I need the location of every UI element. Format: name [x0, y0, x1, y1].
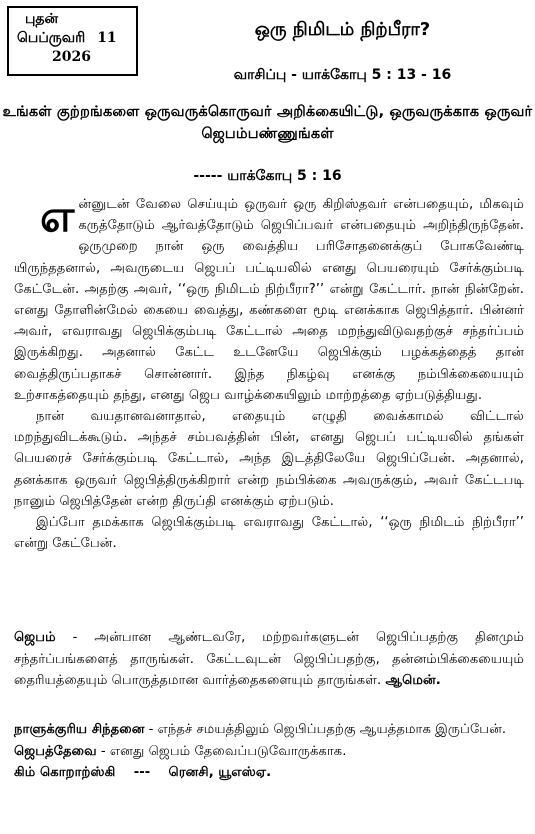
- need-text: - எனது ஜெபம் தேவைப்படுவோருக்காக.: [96, 743, 347, 759]
- date-year: 2026: [52, 49, 91, 65]
- date-day: புதன்: [25, 11, 59, 27]
- page-title: ஒரு நிமிடம் நிற்பீரா?: [254, 19, 431, 40]
- prayer-section: [14, 627, 524, 692]
- prayer-text: - அன்பான ஆண்டவரே, மற்றவர்களுடன் ஜெபிப்பதற்கு தினமும் சந்தர்ப்பங்களைத் தாருங்கள். கேட்டவுடன் ஜெபிப்பதற்கு, தன்னம்பிக்கையையும் தைரியத்தையும் பொருத்தமான வார்த்தைகளையும் தாருங்கள்.: [14, 630, 524, 688]
- paragraph-1: [14, 191, 524, 406]
- date-month-row: [17, 29, 136, 48]
- paragraph-2: நான் வயதானவனாதால், எதையும் எழுதி வைக்காமல் விட்டால் மறந்துவிடக்கூடும். அந்தச் சம்பவத்தின் பின், எனது ஜெபப் பட்டியலில் தங்கள் பெயரைச் சேர்க்கும்படி கேட்டால், அந்த இடத்திலேயே ஜெபிப்பேன். அதனால், தனக்காக ஒருவர் ஜெபித்திருக்கிறார் என்ற நம்பிக்கை அவருக்கும், அவர் கேட்டபடி நானும் ஜெபித்தேன் என்ற திருப்தி எனக்கும் ஏற்படும்.: [14, 409, 524, 509]
- key-verse: உங்கள் குற்றங்களை ஒருவருக்கொருவர் அறிக்கையிட்டு, ஒருவருக்காக ஒருவர் ஜெபம்பண்ணுங்கள்: [2, 104, 533, 142]
- footer-section: [14, 719, 524, 784]
- scripture-reading: வாசிப்பு - யாக்கோபு 5 : 13 - 16: [233, 67, 452, 83]
- prayer-amen: ஆமென்.: [385, 673, 441, 688]
- need-line: [14, 741, 524, 763]
- need-label: ஜெபத்தேவை: [14, 743, 97, 759]
- thought-text: - எந்தச் சமயத்திலும் ஜெபிப்பதற்கு ஆயத்தமாக இருப்பேன்.: [144, 722, 507, 737]
- drop-cap: எ: [40, 191, 75, 242]
- date-box: [7, 6, 138, 76]
- date-daynum: 11: [97, 30, 117, 46]
- thought-line: [14, 719, 524, 741]
- paragraph-1-text: ன்னுடன் வேலை செய்யும் ஒருவர் ஒரு கிறிஸ்தவர் என்பதையும், மிகவும் கருத்தோடும் ஆர்வத்தோடும் ஜெபிப்பவர் என்பதையும் அறிந்திருந்தேன். ஒருமுறை நான் ஒரு வைத்திய பரிசோதனைக்குப் போகவேண்டி யிருந்ததனால், அவருடைய ஜெபப் பட்டியலில் எனது பெயரையும் சேர்க்கும்படி கேட்டேன். அதற்கு அவர், ‘‘ஒரு நிமிடம் நிற்பீரா?’’ என்று கேட்டார். நான் நின்றேன். எனது தோளின்மேல் கையை வைத்து, கண்களை மூடி எனக்காக ஜெபித்தார். பின்னர் அவர், எவராவது ஜெபிக்கும்படி கேட்டால் அதை மறந்துவிடுவதற்குச் சந்தர்ப்பம் இருக்கிறது. அதனால் கேட்ட உடனேயே ஜெபிக்கும் பழக்கத்தைத் தான் வைத்திருப்பதாகச் சொன்னார். இந்த நிகழ்வு எனக்கு நம்பிக்கையையும் உற்சாகத்தையும் தந்து, எனது ஜெப வாழ்க்கையிலும் மாற்றத்தை ஏற்படுத்தியது.: [14, 197, 524, 403]
- key-verse-reference: ----- யாக்கோபு 5 : 16: [193, 168, 342, 184]
- date-month: பெப்ருவரி: [17, 30, 86, 46]
- prayer-label: ஜெபம்: [14, 630, 56, 645]
- thought-label: நாளுக்குரிய சிந்தனை: [14, 722, 145, 737]
- devotional-body: [14, 191, 524, 554]
- paragraph-3: இப்போ தமக்காக ஜெபிக்கும்படி எவராவது கேட்டால், ‘‘ஒரு நிமிடம் நிற்பீரா’’ என்று கேட்பேன்.: [14, 515, 524, 552]
- author-line: கிம் கொறாற்ஸ்கி --- ரெனசி, யூஎஸ்ஏ.: [14, 765, 272, 780]
